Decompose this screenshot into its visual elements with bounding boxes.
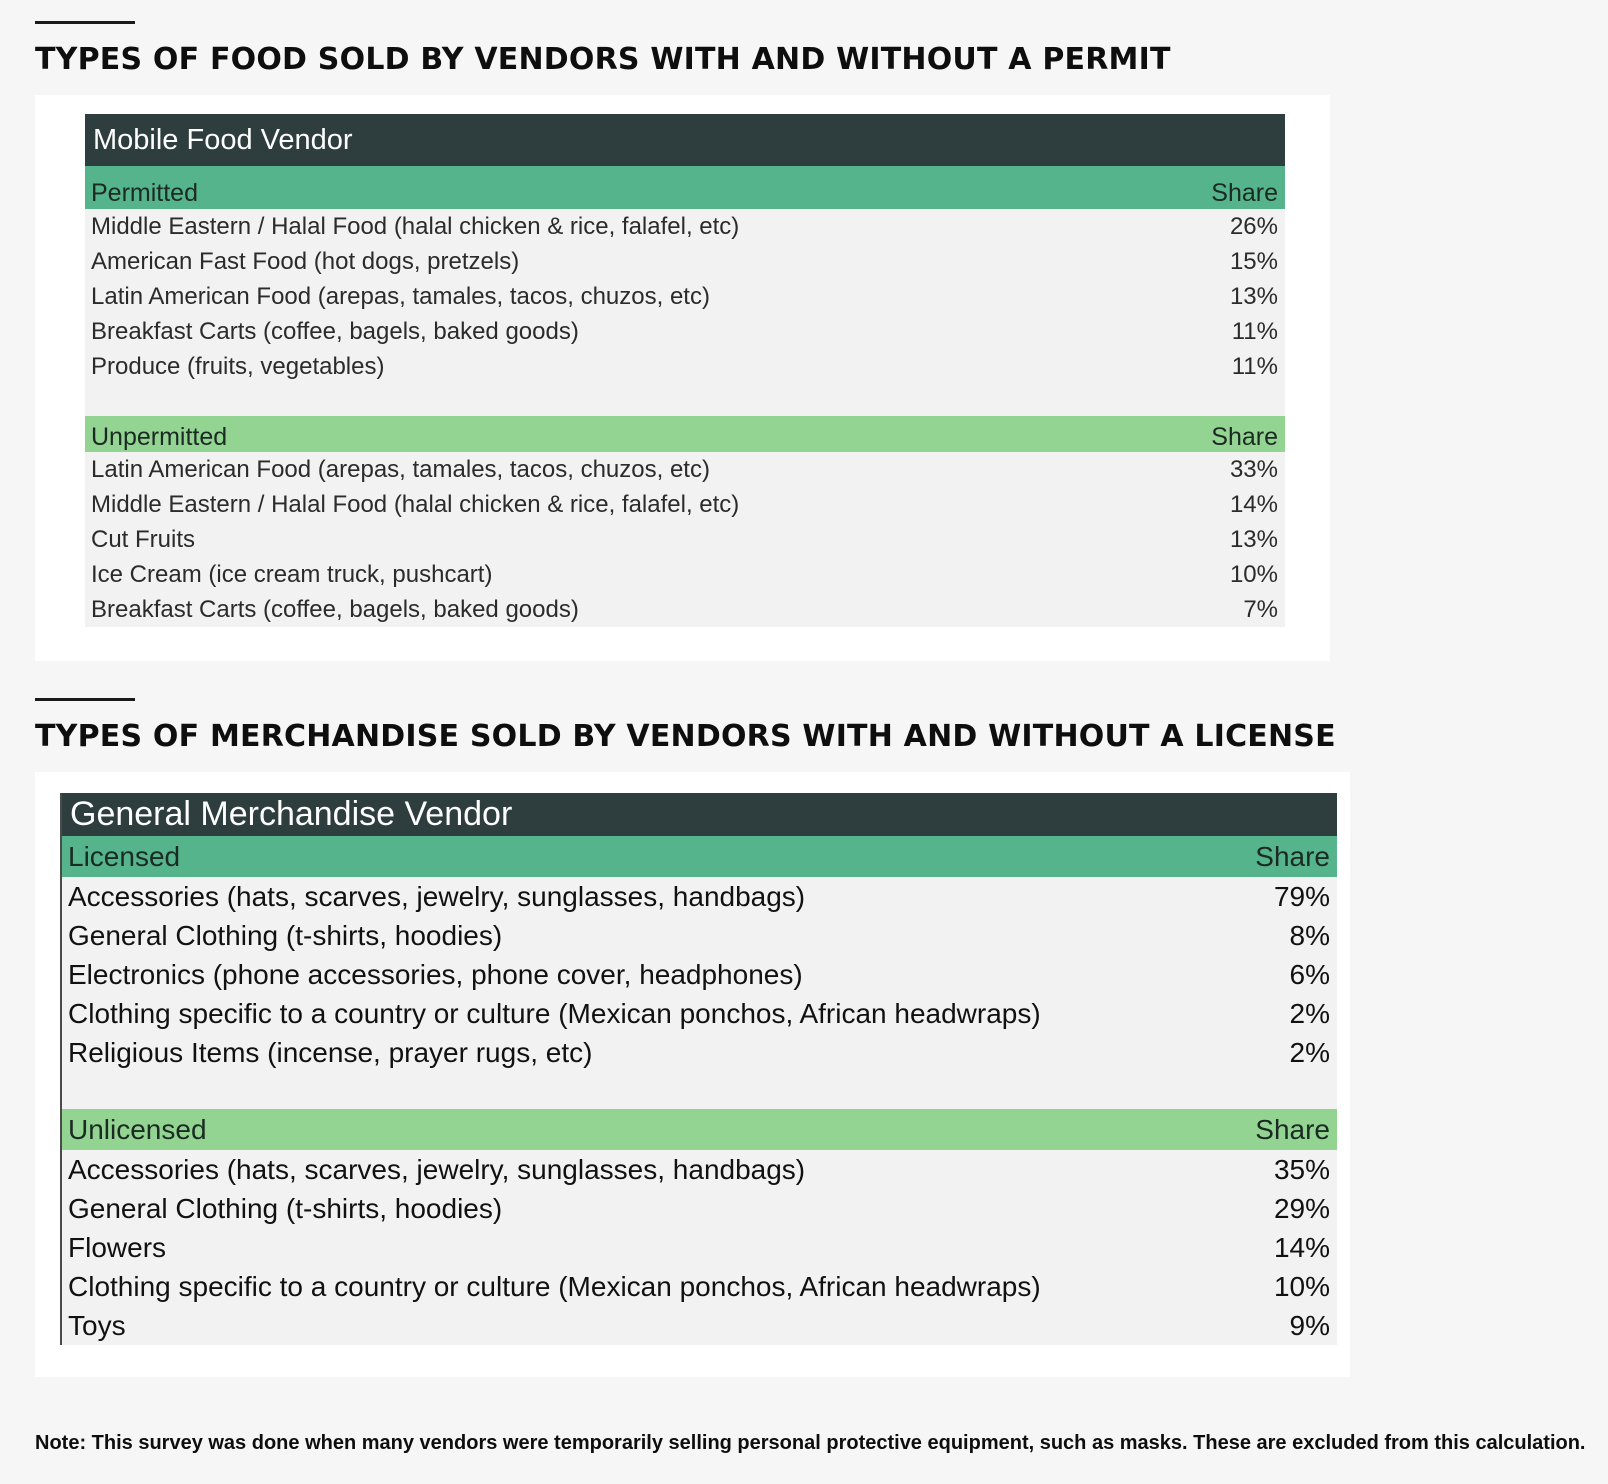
item-label: General Clothing (t-shirts, hoodies) [68, 1192, 503, 1224]
table-title: General Merchandise Vendor [62, 793, 1337, 836]
group-label: Permitted [91, 179, 198, 207]
share-value: 10% [1273, 1270, 1330, 1302]
table-row [85, 349, 1285, 384]
item-label: Breakfast Carts (coffee, bagels, baked goods) [91, 317, 579, 345]
item-label: Middle Eastern / Halal Food (halal chicken & rice, falafel, etc) [91, 490, 740, 518]
share-value: 79% [1273, 880, 1330, 912]
share-value: 35% [1273, 1153, 1330, 1185]
food-section-heading: TYPES OF FOOD SOLD BY VENDORS WITH AND WITHOUT A PERMIT [35, 42, 1171, 77]
item-label: General Clothing (t-shirts, hoodies) [68, 919, 503, 951]
group-spacer [62, 1072, 1337, 1109]
table-row [85, 452, 1285, 487]
table-row [62, 1267, 1337, 1306]
table-row [85, 557, 1285, 592]
item-label: Produce (fruits, vegetables) [91, 352, 385, 380]
table-row [85, 209, 1285, 244]
table-row [62, 877, 1337, 916]
section-divider [35, 21, 135, 24]
share-column-header: Share [1255, 840, 1330, 872]
group-label: Unlicensed [68, 1113, 207, 1145]
table-row [62, 955, 1337, 994]
table-row [62, 1033, 1337, 1072]
item-label: Religious Items (incense, prayer rugs, etc) [68, 1036, 593, 1068]
share-value: 11% [1231, 352, 1278, 380]
table-row [85, 279, 1285, 314]
table-row [62, 1189, 1337, 1228]
table-row [62, 1306, 1337, 1345]
share-value: 6% [1289, 958, 1330, 990]
permitted-group-header [85, 166, 1285, 209]
unpermitted-group-header [85, 416, 1285, 452]
share-value: 7% [1243, 595, 1278, 623]
share-value: 13% [1229, 525, 1278, 553]
share-value: 33% [1229, 455, 1278, 483]
share-value: 15% [1229, 247, 1278, 275]
table-row [85, 314, 1285, 349]
table-title: Mobile Food Vendor [85, 114, 1285, 166]
item-label: Flowers [68, 1231, 167, 1263]
section-divider [35, 698, 135, 701]
mobile-food-vendor-table [85, 114, 1285, 627]
share-value: 2% [1289, 1036, 1330, 1068]
table-row [62, 916, 1337, 955]
item-label: Ice Cream (ice cream truck, pushcart) [91, 560, 493, 588]
table-row [85, 592, 1285, 627]
item-label: American Fast Food (hot dogs, pretzels) [91, 247, 520, 275]
item-label: Electronics (phone accessories, phone cover, headphones) [68, 958, 803, 990]
table-row [85, 522, 1285, 557]
table-row [62, 994, 1337, 1033]
footnote: Note: This survey was done when many vendors were temporarily selling personal protective equipment, such as masks. These are excluded from this calculation. [35, 1432, 1586, 1454]
share-value: 10% [1229, 560, 1278, 588]
share-column-header: Share [1255, 1113, 1330, 1145]
share-value: 9% [1289, 1309, 1330, 1341]
share-value: 14% [1229, 490, 1278, 518]
table-row [62, 1150, 1337, 1189]
share-value: 8% [1289, 919, 1330, 951]
share-value: 13% [1229, 282, 1278, 310]
table-row [85, 244, 1285, 279]
merch-section-heading: TYPES OF MERCHANDISE SOLD BY VENDORS WITH AND WITHOUT A LICENSE [35, 719, 1336, 754]
licensed-group-header [62, 836, 1337, 877]
share-value: 14% [1273, 1231, 1330, 1263]
item-label: Middle Eastern / Halal Food (halal chicken & rice, falafel, etc) [91, 212, 740, 240]
item-label: Toys [68, 1309, 126, 1341]
item-label: Latin American Food (arepas, tamales, tacos, chuzos, etc) [91, 282, 710, 310]
merch-table-panel [35, 772, 1350, 1377]
group-spacer [85, 384, 1285, 416]
group-label: Licensed [68, 840, 181, 872]
share-value: 29% [1273, 1192, 1330, 1224]
item-label: Breakfast Carts (coffee, bagels, baked goods) [91, 595, 579, 623]
table-row [62, 1228, 1337, 1267]
food-table-panel [35, 95, 1330, 661]
share-value: 2% [1289, 997, 1330, 1029]
item-label: Clothing specific to a country or culture (Mexican ponchos, African headwraps) [68, 997, 1041, 1029]
table-row [85, 487, 1285, 522]
item-label: Cut Fruits [91, 525, 196, 553]
general-merchandise-vendor-table [60, 793, 1337, 1345]
share-value: 26% [1229, 212, 1278, 240]
item-label: Accessories (hats, scarves, jewelry, sunglasses, handbags) [68, 880, 806, 912]
group-label: Unpermitted [91, 422, 228, 451]
share-value: 11% [1231, 317, 1278, 345]
item-label: Latin American Food (arepas, tamales, tacos, chuzos, etc) [91, 455, 710, 483]
unlicensed-group-header [62, 1109, 1337, 1150]
share-column-header: Share [1211, 422, 1278, 451]
item-label: Accessories (hats, scarves, jewelry, sunglasses, handbags) [68, 1153, 806, 1185]
item-label: Clothing specific to a country or culture (Mexican ponchos, African headwraps) [68, 1270, 1041, 1302]
share-column-header: Share [1211, 179, 1278, 207]
